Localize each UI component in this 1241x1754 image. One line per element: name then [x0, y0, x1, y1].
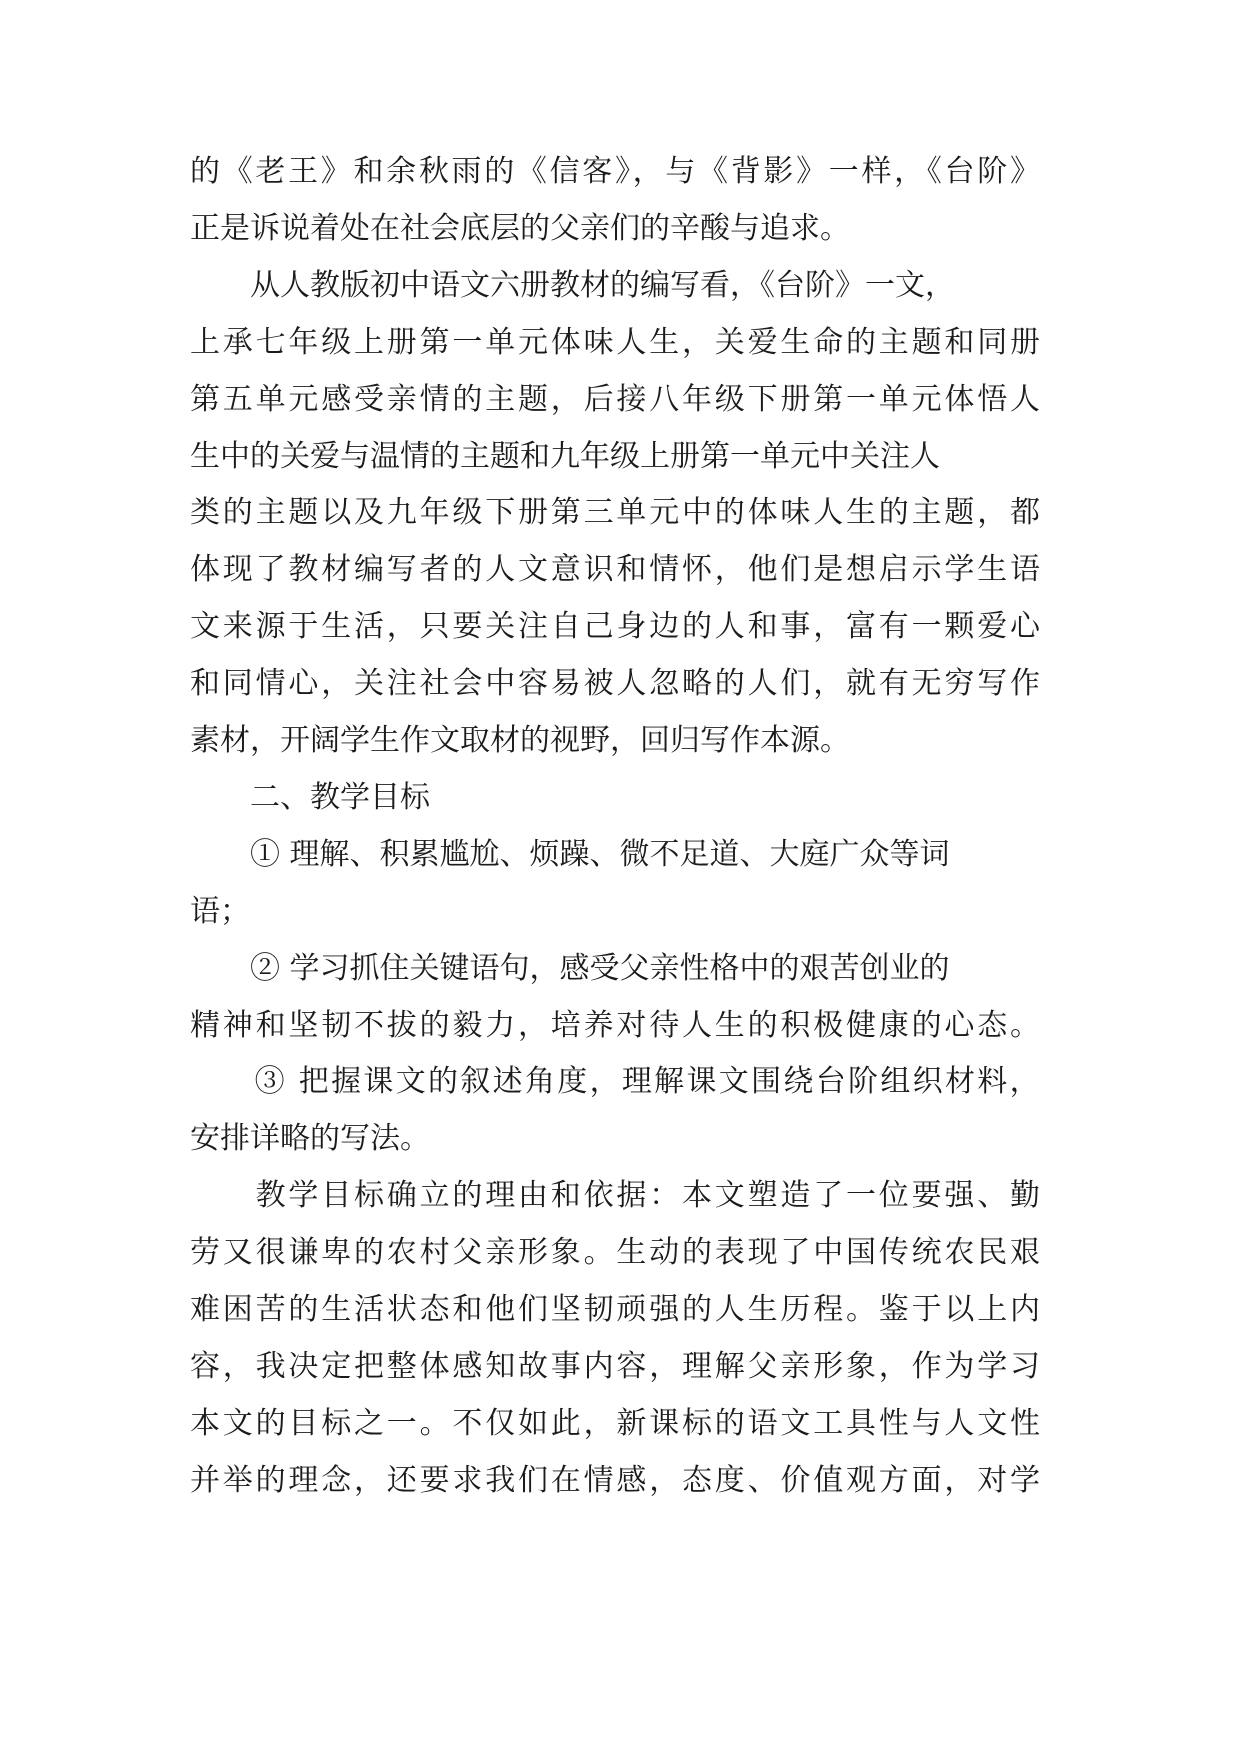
- text-line: 和同情心，关注社会中容易被人忽略的人们，就有无穷写作: [190, 666, 1043, 701]
- text-line: 教学目标确立的理由和依据：本文塑造了一位要强、勤: [190, 1178, 1043, 1213]
- text-line: 生中的关爱与温情的主题和九年级上册第一单元中关注人: [190, 439, 940, 474]
- text-line: 容，我决定把整体感知故事内容，理解父亲形象，作为学习: [190, 1349, 1043, 1384]
- text-line: 从人教版初中语文六册教材的编写看，《台阶》一文，: [190, 268, 955, 303]
- text-line: 的《老王》和余秋雨的《信客》，与《背影》一样，《台阶》: [190, 154, 1043, 189]
- text-line: ② 学习抓住关键语句，感受父亲性格中的艰苦创业的: [190, 951, 950, 986]
- text-line: 二、教学目标: [190, 780, 430, 815]
- text-line: 精神和坚韧不拔的毅力，培养对待人生的积极健康的心态。: [190, 1008, 1043, 1043]
- text-line: 安排详略的写法。: [190, 1121, 430, 1156]
- text-line: 劳又很谦卑的农村父亲形象。生动的表现了中国传统农民艰: [190, 1235, 1043, 1270]
- text-line: 并举的理念，还要求我们在情感，态度、价值观方面，对学: [190, 1463, 1043, 1498]
- text-line: 第五单元感受亲情的主题，后接八年级下册第一单元体悟人: [190, 382, 1043, 417]
- text-line: 本文的目标之一。不仅如此，新课标的语文工具性与人文性: [190, 1406, 1043, 1441]
- text-line: 素材，开阔学生作文取材的视野，回归写作本源。: [190, 723, 850, 758]
- text-line: 体现了教材编写者的人文意识和情怀，他们是想启示学生语: [190, 552, 1043, 587]
- text-line: 语；: [190, 894, 250, 929]
- text-line: 文来源于生活，只要关注自己身边的人和事，富有一颗爱心: [190, 609, 1043, 644]
- text-line: 类的主题以及九年级下册第三单元中的体味人生的主题，都: [190, 495, 1043, 530]
- text-line: 正是诉说着处在社会底层的父亲们的辛酸与追求。: [190, 211, 850, 246]
- text-line: ① 理解、积累尴尬、烦躁、微不足道、大庭广众等词: [190, 837, 950, 872]
- text-line: 上承七年级上册第一单元体味人生，关爱生命的主题和同册: [190, 325, 1043, 360]
- text-line: 难困苦的生活状态和他们坚韧顽强的人生历程。鉴于以上内: [190, 1292, 1043, 1327]
- text-line: ③ 把握课文的叙述角度，理解课文围绕台阶组织材料，: [190, 1064, 1042, 1099]
